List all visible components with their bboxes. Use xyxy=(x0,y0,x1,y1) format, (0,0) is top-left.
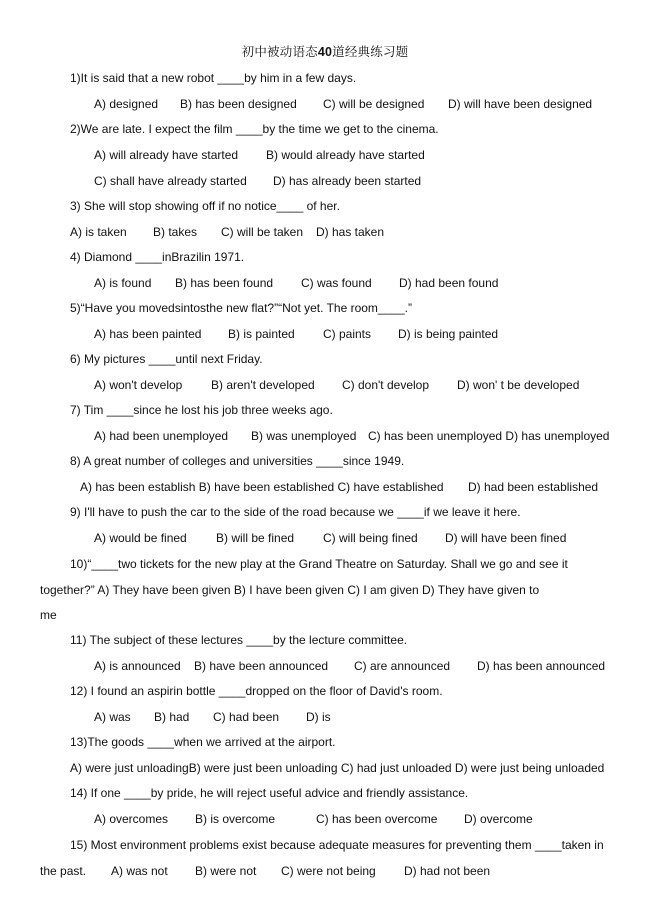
option-d[interactable]: D) had been established xyxy=(468,480,599,494)
question-11-stem: 11) The subject of these lectures ____by the lecture committee. xyxy=(70,633,408,647)
option-a[interactable]: A) will already have started xyxy=(94,148,239,162)
question-8-stem: 8) A great number of colleges and universities ____since 1949. xyxy=(70,454,405,468)
option-a[interactable]: A) is found xyxy=(94,276,152,290)
option-c[interactable]: C) has been overcome xyxy=(316,812,438,826)
question-2-stem: 2)We are late. I expect the film ____by the time we get to the cinema. xyxy=(70,122,439,136)
option-d[interactable]: D) will have been fined xyxy=(445,531,567,545)
question-6-stem: 6) My pictures ____until next Friday. xyxy=(70,352,263,366)
option-c[interactable]: C) were not being xyxy=(281,864,376,878)
question-10-continuation: together?” A) They have been given B) I have been given C) I am given D) They have given to xyxy=(40,583,540,597)
option-d[interactable]: D) had not been xyxy=(404,864,491,878)
option-a[interactable]: A) was xyxy=(94,710,131,724)
option-b[interactable]: B) had xyxy=(154,710,190,724)
option-c[interactable]: C) was found xyxy=(301,276,372,290)
option-b[interactable]: B) aren't developed xyxy=(211,378,315,392)
option-c[interactable]: C) will be designed xyxy=(323,97,425,111)
option-b[interactable]: B) has been found xyxy=(175,276,274,290)
question-12-stem: 12) I found an aspirin bottle ____dropped on the floor of David's room. xyxy=(70,684,443,698)
question-1-stem: 1)It is said that a new robot ____by him in a few days. xyxy=(70,71,357,85)
option-c[interactable]: C) are announced xyxy=(354,659,451,673)
option-a[interactable]: A) has been painted xyxy=(94,327,202,341)
option-d[interactable]: D) has taken xyxy=(316,225,385,239)
option-b[interactable]: B) were not xyxy=(195,864,257,878)
option-a[interactable]: A) designed xyxy=(94,97,159,111)
option-b[interactable]: B) will be fined xyxy=(216,531,295,545)
option-d[interactable]: D) had been found xyxy=(399,276,499,290)
option-b[interactable]: B) has been designed xyxy=(180,97,297,111)
option-a[interactable]: A) was not xyxy=(111,864,168,878)
option-a[interactable]: A) overcomes xyxy=(94,812,169,826)
option-a[interactable]: A) is announced xyxy=(94,659,181,673)
option-b[interactable]: B) takes xyxy=(153,225,198,239)
option-a[interactable]: A) won't develop xyxy=(94,378,183,392)
option-c[interactable]: C) don't develop xyxy=(342,378,430,392)
option-c[interactable]: C) had been xyxy=(213,710,280,724)
option-b[interactable]: B) have been announced xyxy=(194,659,329,673)
option-d[interactable]: D) overcome xyxy=(464,812,533,826)
option-a-b-c[interactable]: A) has been establish B) have been established C) have established xyxy=(80,480,444,494)
continuation-text: the past. xyxy=(40,864,87,878)
option-d[interactable]: D) is xyxy=(306,710,331,724)
option-d[interactable]: D) will have been designed xyxy=(448,97,593,111)
question-10-end: me xyxy=(40,608,57,622)
option-c[interactable]: C) paints xyxy=(323,327,372,341)
option-d[interactable]: D) has already been started xyxy=(273,174,422,188)
question-15-stem: 15) Most environment problems exist because adequate measures for preventing them ____taken in xyxy=(70,838,604,852)
option-b[interactable]: B) was unemployed xyxy=(251,429,357,443)
option-b[interactable]: B) is overcome xyxy=(195,812,276,826)
option-d[interactable]: D) won' t be developed xyxy=(457,378,580,392)
question-7-stem: 7) Tim ____since he lost his job three weeks ago. xyxy=(70,403,333,417)
option-a[interactable]: A) had been unemployed xyxy=(94,429,229,443)
option-b[interactable]: B) is painted xyxy=(228,327,295,341)
option-c[interactable]: C) will being fined xyxy=(323,531,418,545)
question-14-stem: 14) If one ____by pride, he will reject useful advice and friendly assistance. xyxy=(70,786,469,800)
question-4-stem: 4) Diamond ____inBrazilin 1971. xyxy=(70,250,245,264)
option-c-d[interactable]: C) has been unemployed D) has unemployed xyxy=(368,429,610,443)
question-13-options[interactable]: A) were just unloadingB) were just been unloading C) had just unloaded D) were just being unloaded xyxy=(70,761,605,775)
option-a[interactable]: A) would be fined xyxy=(94,531,187,545)
question-9-stem: 9) I'll have to push the car to the side of the road because we ____if we leave it here. xyxy=(70,505,521,519)
option-a[interactable]: A) is taken xyxy=(70,225,127,239)
option-c[interactable]: C) will be taken xyxy=(221,225,304,239)
page-title: 初中被动语态40道经典练习题 xyxy=(241,45,409,59)
option-d[interactable]: D) is being painted xyxy=(398,327,499,341)
option-c[interactable]: C) shall have already started xyxy=(94,174,247,188)
question-5-stem: 5)“Have you movedsintosthe new flat?”“Not yet. The room____.” xyxy=(70,301,412,315)
option-d[interactable]: D) has been announced xyxy=(477,659,606,673)
option-b[interactable]: B) would already have started xyxy=(266,148,425,162)
question-13-stem: 13)The goods ____when we arrived at the airport. xyxy=(70,735,336,749)
question-3-stem: 3) She will stop showing off if no notice____ of her. xyxy=(70,199,340,213)
question-10-stem: 10)“____two tickets for the new play at the Grand Theatre on Saturday. Shall we go and see it xyxy=(70,557,568,571)
